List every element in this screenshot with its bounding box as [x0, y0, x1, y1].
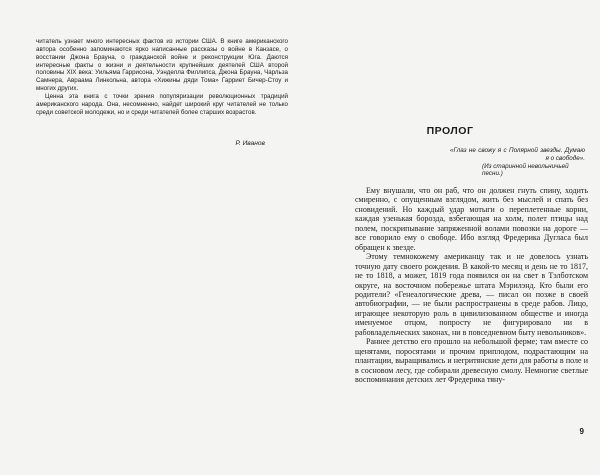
right-page: [300, 0, 600, 475]
chapter-title: ПРОЛОГ: [426, 125, 474, 137]
foreword-text: [36, 38, 288, 116]
epigraph: [450, 147, 585, 178]
foreword-paragraph: читатель узнает много интересных фактов из истории США. В книге американского автора особенно запоминаются ярко написанные рассказы о войне в Канзасе, о восстании Джона Брауна, о гражданской войне и реконструкции Юга. Даются интересные факты о жизни и деятельности крупнейших деятелей США второй половины XIX века: Уильяма Гаррисона, Уэнделла Филлипса, Джона Брауна, Чарльза Самнера, Авраама Линкольна, автора «Хижины дяди Тома» Гарриет Бичер-Стоу и многих других.: [36, 38, 288, 93]
author-signature: Р. Иванов: [235, 140, 265, 147]
foreword-paragraph: Ценна эта книга с точки зрения популяризации революционных традиций американского народа. Она, несомненно, найдет широкий круг читателей не только среди советской молодежи, но и среди читателей более старших возрастов.: [36, 92, 288, 116]
body-paragraph: Этому темнокожему американцу так и не довелось узнать точную дату своего рождения. В какой-то месяц и день не то 1817, не то 1818, а может, 1819 года появился он на свет в Тэлботском округе, на восточном побережье штата Мэрилэнд. Кто были его родители? «Генеалогические древа, — писал он позже в своей автобиографии, — не были распространены в среде рабов. Лицо, играющее некоторую роль в цивилизованном обществе и иногда именуемое отцом, попросту не фигурировало ни в рабовладельческих законах, ни в повседневном быту невольников».: [355, 252, 588, 337]
body-paragraph: Ему внушали, что он раб, что он должен гнуть спину, ходить смиренно, с опущенным взглядом, жить без мыслей и спать без сновидений. Но каждый удар мотыги о переплетенные корни, каждая узенькая борозда, взбегающая на холм, полет птицы над полем, поскрипывание запряженной волами повозки на дороге — все говорило ему о свободе. Ибо взгляд Фредерика Дугласа был обращен к звезде.: [355, 186, 588, 252]
chapter-body: [355, 186, 588, 385]
body-paragraph: Раннее детство его прошло на небольшой ферме; там вместе со щенятами, поросятами и прочим приплодом, подрастающим на плантации, выращивались и негритянские дети для работы в поле и в сосновом лесу, где собирали древесную смолу. Немногие светлые воспоминания детских лет Фредерика тяну-: [355, 337, 588, 385]
epigraph-source: (Из старинной невольничьей песни.): [482, 162, 569, 178]
epigraph-quote: «Глаз не свожу я с Полярной звезды. Думаю я о свободе».: [450, 147, 585, 162]
page-number: 9: [579, 427, 584, 436]
